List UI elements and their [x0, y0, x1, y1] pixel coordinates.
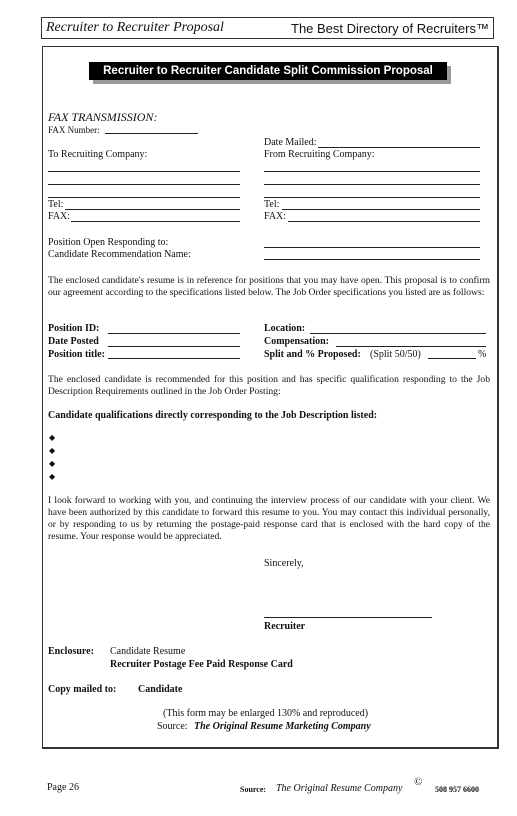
- tel-left-field[interactable]: [65, 209, 240, 210]
- header-left-title: Recruiter to Recruiter Proposal: [46, 20, 224, 35]
- percent-sign: %: [478, 349, 487, 360]
- copy-mailed-value: Candidate: [138, 684, 183, 695]
- recommend-paragraph: The enclosed candidate is recommended for this position and has specific qualification responding to the Job Description Requirements outlined in the Job Order Posting:: [48, 374, 490, 397]
- position-id-field[interactable]: [108, 333, 240, 334]
- tel-right-label: Tel:: [264, 199, 280, 210]
- from-company-label: From Recruiting Company:: [264, 149, 375, 160]
- to-company-line-3[interactable]: [48, 197, 240, 198]
- split-label: Split and % Proposed:: [264, 349, 361, 360]
- footer-source-company: The Original Resume Company: [276, 783, 403, 794]
- position-open-field[interactable]: [264, 247, 480, 248]
- date-mailed-field[interactable]: [318, 147, 480, 148]
- bullet-icon: ◆: [49, 433, 56, 442]
- bullet-icon: ◆: [49, 459, 56, 468]
- date-mailed-label: Date Mailed:: [264, 137, 317, 148]
- candidate-name-label: Candidate Recommendation Name:: [48, 249, 191, 260]
- split-value: (Split 50/50): [370, 349, 421, 360]
- bullet-icon: ◆: [49, 472, 56, 481]
- position-title-label: Position title:: [48, 349, 105, 360]
- bullet-icon: ◆: [49, 446, 56, 455]
- split-percent-field[interactable]: [428, 358, 476, 359]
- compensation-label: Compensation:: [264, 336, 330, 347]
- sincerely-text: Sincerely,: [264, 558, 304, 569]
- recruiter-label: Recruiter: [264, 621, 306, 632]
- position-open-label: Position Open Responding to:: [48, 237, 169, 248]
- fax-right-field[interactable]: [288, 221, 480, 222]
- to-company-label: To Recruiting Company:: [48, 149, 148, 160]
- qualifications-heading: Candidate qualifications directly corresponding to the Job Description listed:: [48, 410, 378, 421]
- date-posted-label: Date Posted: [48, 336, 99, 347]
- fax-number-label: FAX Number:: [48, 125, 100, 135]
- fax-number-field[interactable]: [105, 133, 198, 134]
- form-source-company: The Original Resume Marketing Company: [194, 721, 371, 732]
- enclosure-label: Enclosure:: [48, 646, 94, 657]
- date-posted-field[interactable]: [108, 346, 240, 347]
- fax-left-field[interactable]: [71, 221, 240, 222]
- from-company-line-3[interactable]: [264, 197, 480, 198]
- position-id-label: Position ID:: [48, 323, 100, 334]
- fax-right-label: FAX:: [264, 211, 287, 222]
- from-company-line-2[interactable]: [264, 184, 480, 185]
- enclosure-item-1: Candidate Resume: [110, 646, 186, 657]
- copy-mailed-label: Copy mailed to:: [48, 684, 117, 695]
- copyright-icon: ©: [414, 776, 423, 788]
- signature-field[interactable]: [264, 617, 432, 618]
- to-company-line-1[interactable]: [48, 171, 240, 172]
- fax-left-label: FAX:: [48, 211, 71, 222]
- intro-paragraph: The enclosed candidate's resume is in reference for positions that you may have open. This proposal is to confirm our agreement according to the specifications listed below. The Job Order specifications you listed are as follows:: [48, 275, 490, 298]
- enclosure-item-2: Recruiter Postage Fee Paid Response Card: [110, 659, 293, 670]
- tel-right-field[interactable]: [282, 209, 480, 210]
- footer-source-label: Source:: [240, 785, 267, 794]
- enlarge-note: (This form may be enlarged 130% and reproduced): [163, 708, 369, 719]
- form-source-label: Source:: [157, 721, 188, 732]
- location-label: Location:: [264, 323, 306, 334]
- closing-paragraph: I look forward to working with you, and continuing the interview process of our candidate with your client. We have been authorized by this candidate to forward this resume to you. You may contact this individual personally, or by responding to us by returning the postage-paid response card that is enclosed with the hard copy of the resume. Your response would be appreciated.: [48, 495, 490, 542]
- from-company-line-1[interactable]: [264, 171, 480, 172]
- fax-transmission-heading: FAX TRANSMISSION:: [48, 110, 158, 124]
- position-title-field[interactable]: [108, 358, 240, 359]
- banner-title: Recruiter to Recruiter Candidate Split Commission Proposal: [89, 62, 447, 80]
- location-field[interactable]: [310, 333, 486, 334]
- compensation-field[interactable]: [336, 346, 486, 347]
- header-right-title: The Best Directory of Recruiters™: [291, 21, 489, 36]
- page-number: Page 26: [47, 782, 79, 793]
- footer-phone: 508 957 6600: [435, 785, 479, 794]
- tel-left-label: Tel:: [48, 199, 64, 210]
- candidate-name-field[interactable]: [264, 259, 480, 260]
- to-company-line-2[interactable]: [48, 184, 240, 185]
